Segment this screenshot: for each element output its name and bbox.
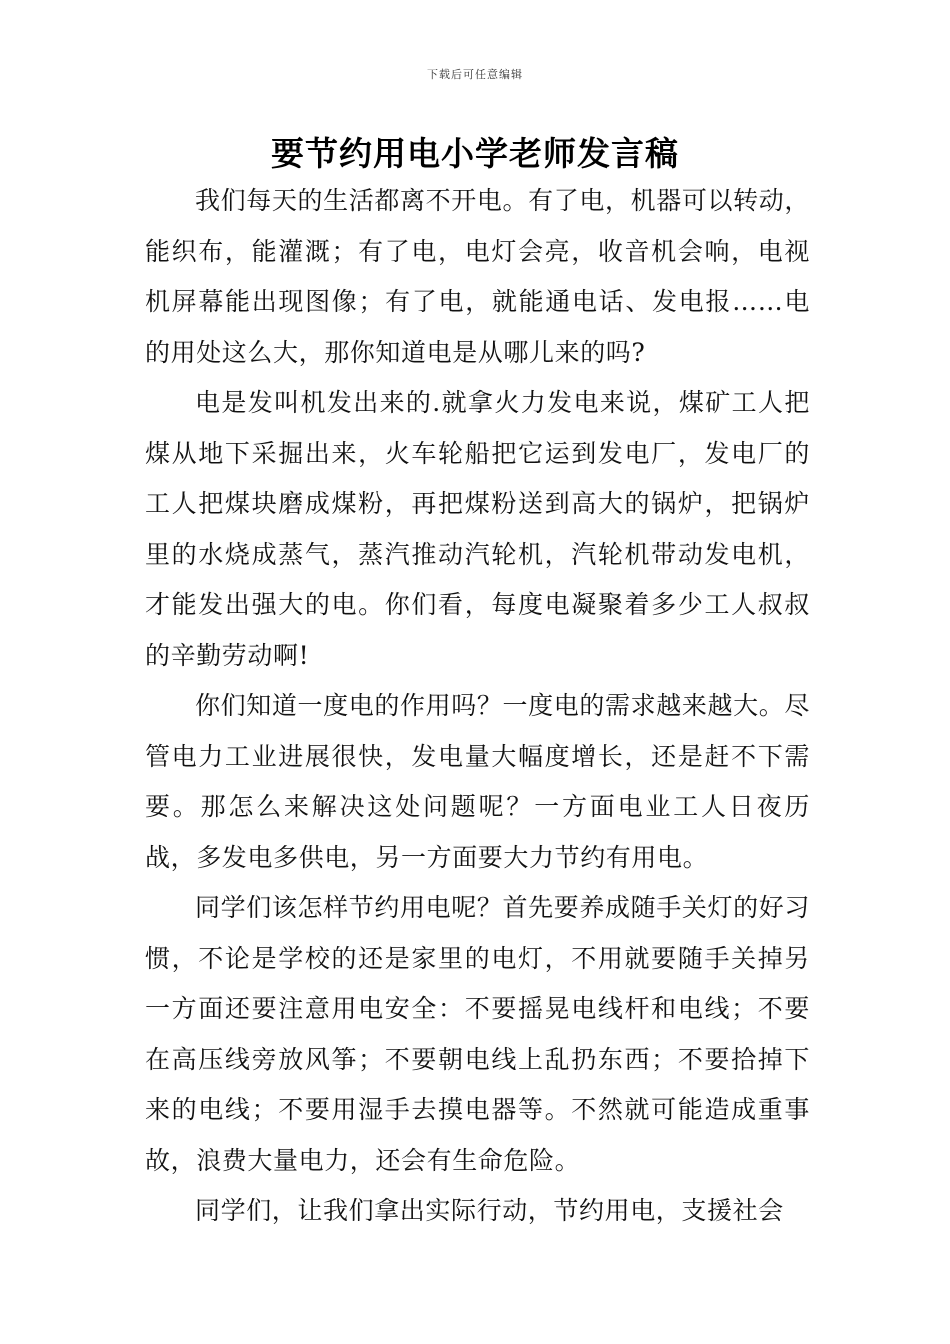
paragraph-1: 我们每天的生活都离不开电。有了电，机器可以转动，能织布，能灌溉；有了电，电灯会亮，收音机会响，电视机屏幕能出现图像；有了电，就能通电话、发电报……电的用处这么大，那你知道电是从哪儿来的吗? [145, 186, 810, 367]
paragraph-3: 你们知道一度电的作用吗？一度电的需求越来越大。尽管电力工业进展很快，发电量大幅度增长，还是赶不下需要。那怎么来解决这处问题呢？一方面电业工人日夜历战，多发电多供电，另一方面要大力节约有用电。 [145, 691, 810, 872]
paragraph-5: 同学们，让我们拿出实际行动，节约用电，支援社会 [195, 1196, 784, 1225]
paragraph-2: 电是发叫机发出来的.就拿火力发电来说，煤矿工人把煤从地下采掘出来，火车轮船把它运到发电厂，发电厂的工人把煤块磨成煤粉，再把煤粉送到高大的锅炉，把锅炉里的水烧成蒸气，蒸汽推动汽轮机，汽轮机带动发电机，才能发出强大的电。你们看，每度电凝聚着多少工人叔叔的辛勤劳动啊! [145, 388, 810, 670]
header-note: 下载后可任意编辑 [427, 68, 523, 81]
document-title: 要节约用电小学老师发言稿 [271, 134, 679, 173]
document-body [145, 176, 810, 1237]
paragraph-4: 同学们该怎样节约用电呢？首先要养成随手关灯的好习惯，不论是学校的还是家里的电灯，不用就要随手关掉另一方面还要注意用电安全：不要摇晃电线杆和电线；不要在高压线旁放风筝；不要朝电线上乱扔东西；不要拾掉下来的电线；不要用湿手去摸电器等。不然就可能造成重事故，浪费大量电力，还会有生命危险。 [145, 893, 810, 1175]
